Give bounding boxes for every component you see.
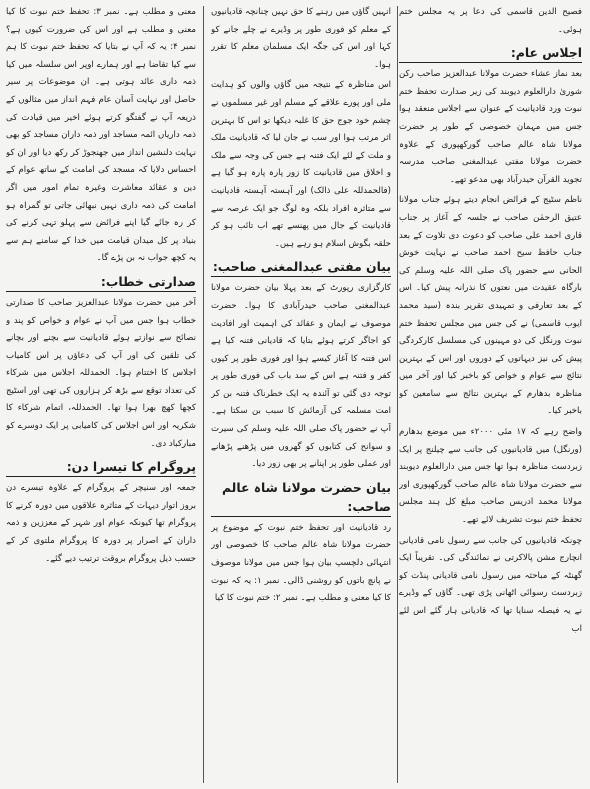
paragraph: چونکہ قادیانیوں کی جانب سے رسول نامی قادیانی انچارج مشن پالاکرتی نے نمائندگی کی۔ تقریباً ایک گھنٹہ کے مباحثہ میں رسول نامی قادیانی پنڈت کو زبردست رسوائی اٹھانی پڑی تھی۔ گاؤں کے وڈیرے نے یہ فیصلہ سنایا تھا کہ قادیانی ہار گئے اس لئے اب [399, 535, 582, 634]
column-middle [211, 4, 391, 785]
paragraph: ناظم سٹیج کے فرائض انجام دیتے ہوئے جناب مولانا عتیق الرحمٰن صاحب نے جلسہ کے آغاز پر جناب قاری احمد علی صاحب کو دعوت دی تلاوت کے بعد جناب حافظ سیح احمد صاحب نے نہایت خوش الحانی سے حضور پاک صلی اللہ علیہ وسلم کی بارگاہ عقیدت میں نعتوں کا نذرانہ پیش کیا۔ اس کے بعد تعارفی و تمہیدی تقریر بندہ (سید محمد ایوب قاسمی) نے کی جس میں مجلس تحفظ ختم نبوت ورنگل کی دو مہینوں کی مسلسل کارکردگی پیش کی نیز دیہاتوں کے دوروں اور اس کے بہترین نتائج سے عوام و خواص کو باخبر کیا اور آخر میں مناظرہ بدھارم کے بہترین نتائج سے سامعین کو باخبر کیا۔ [399, 195, 582, 417]
section-heading: بیان مفتی عبدالمغنی صاحب: [211, 257, 391, 277]
section-heading: صدارتی خطاب: [6, 272, 196, 292]
paragraph: کارگزاری رپورٹ کے بعد پہلا بیان حضرت مولانا عبدالمغنی صاحب حیدرآبادی کا ہوا۔ حضرت موصوف نے ایمان و عقائد کی اہمیت اور افادیت کو اجاگر کرتے ہوئے بتایا کہ قادیانی فتنہ کیا ہے اس فتنہ کا آغاز کیسے ہوا اور فوری طور پر کیوں کفر و فتنہ ہے اس کے سد باب کی فوری طور پر توجہ دی گئی تو آئندہ یہ ایک خطرناک فتنہ بن کر امت مسلمہ کی آزمائش کا سبب بن سکتا ہے۔ آپ نے حضور پاک صلی اللہ علیہ وسلم کی سیرت و سوانح کی کتابوں کو گھروں میں پڑھنے پڑھانے اور عملی طور پر اپنانے پر بھی زور دیا۔ [211, 283, 391, 470]
paragraph: آخر میں حضرت مولانا عبدالعزیز صاحب کا صدارتی خطاب ہوا جس میں آپ نے عوام و خواص کو پند و نصائح سے نوازتے ہوئے قادیانیت سے بچنے اور بچانے کی تلقین کی اور آپ کی دعاؤں پر اس کامیاب اجلاس کا اختتام ہوا۔ الحمدللہ اجلاس میں شرکاء کی تعداد توقع سے بڑھ کر ہزاروں کی تھی اور اسٹیج کچھا کھچ بھرا ہوا تھا۔ الحمدللہ، اتمام شرکاء کا شکریہ اور اس اجلاس کی کامیابی پر ایک دوسرے کو مبارکباد دی۔ [6, 297, 196, 449]
column-right [399, 4, 582, 785]
column-divider [203, 6, 204, 783]
paragraph: واضح رہے کہ ۱۷ مئی ۲۰۰۰ء میں موضع بدھارم (ورنگل) میں قادیانیوں کی جانب سے چیلنج پر ایک زبردست مناظرہ ہوا تھا جس میں دارالعلوم دیوبند سے حضرت مولانا شاہ عالم صاحب گورکھپوری اور مولانا محمد ادریس صاحب مبلغ کل ہند مجلس تحفظ ختم نبوت تشریف لائے تھے۔ [399, 427, 582, 526]
paragraph: اس مناظرہ کے نتیجہ میں گاؤں والوں کو ہدایت ملی اور پورے علاقے کے مسلم اور غیر مسلموں نے چشم خود جوج حق کا غلبہ دیکھا تو اس کا بہترین اثر مرتب ہوا اور سب نے جان لیا کہ قادیانیت ملک و ملت کے لئے ایک فتنہ ہے جس کی وجہ سے ملک و اخلاق میں قادیانیت کا زور پارہ پارہ ہو گیا ہے (فالحمدللہ علی ذالک) اور آہستہ آہستہ قادیانیت سے متاثرہ افراد بلکہ وہ لوگ جو ایک عرصہ سے قادیانیت کے جال میں پھنسے تھے اب تائب ہو کر حلقہ بگوش اسلام ہو رہے ہیں۔ [211, 80, 391, 249]
paragraph: فصیح الدین قاسمی کی دعا پر یہ مجلس ختم ہوئی۔ [399, 7, 582, 35]
column-divider [397, 6, 398, 783]
paragraph: رد قادیانیت اور تحفظ ختم نبوت کے موضوع پر حضرت مولانا شاہ عالم صاحب کا خصوصی اور انتہائی دلچسپ بیان ہوا جس میں مولانا موصوف نے پانچ باتوں کو روشنی ڈالی۔ نمبر ۱: یہ کہ نبوت کا کیا معنی و مطلب ہے۔ نمبر ۲: ختم نبوت کا کیا [211, 522, 391, 604]
paragraph: انہیں گاؤں میں رہنے کا حق نہیں چنانچہ قادیانیوں کے معلم کو فوری طور پر وڈیرے نے چلے جانے کو کہا اور اس کی جگہ ایک مسلمان معلم کا تقرر ہوا۔ [211, 7, 391, 70]
paragraph: معنی و مطلب ہے۔ نمبر ۳: تحفظ ختم نبوت کا کیا معنی و مطلب ہے اور اس کی ضرورت کیوں ہے؟ نمبر ۴: یہ کہ آپ نے بتایا کہ تحفظ ختم نبوت کا ہم سے کیا تقاضا ہے اور ہمارے اوپر اس سلسلہ میں کیا ذمہ داری عائد ہوتی ہے۔ ان موضوعات پر سیر حاصل اور نہایت آسان عام فہم انداز میں مثالوں کے ذریعہ آپ نے گفتگو کرتے ہوئے اخیر میں قیادت کی ذمہ داریاں ائمہ مساجد اور ذمہ داران مساجد کو بھی نہایت دلنشین انداز میں جھنجوڑ کر رکھ دیا اور ان کو احساس دلایا کہ مسجد کی امامت کے ساتھ عوام کے دین و عقائد معاشرت وغیرہ تمام امور میں اگر امامت کی ذمہ داری نہیں نبھائی جاتی تو گمراہ ہو کر رہ جائے گیا اپنے فرائض سے پہلو تہی کرنے کی بنیاد پر کل میدان قیامت میں خدا کے سامنے ہم سے یہ کچھ جواب نہ بن پڑے گا۔ [6, 7, 196, 264]
section-heading: اجلاس عام: [399, 43, 582, 63]
section-heading: بیان حضرت مولانا شاہ عالم صاحب: [211, 478, 391, 517]
column-left [6, 4, 196, 785]
section-heading: پروگرام کا تیسرا دن: [6, 457, 196, 477]
paragraph: بعد نماز عشاء حضرت مولانا عبدالعزیز صاحب رکن شوریٰ دارالعلوم دیوبند کی زیر صدارت تحفظ ختم نبوت ورد قادیانیت کے عنوان سے اجلاس منعقد ہوا جس میں مہمان خصوصی کے طور پر حضرت مولانا شاہ عالم صاحب گورکھپوری کے علاوہ حضرت مولانا مفتی عبدالمغنی صاحب مدرسہ تجوید القرآن حیدرآباد بھی مدعو تھے۔ [399, 69, 582, 185]
paragraph: جمعہ اور سنیچر کے پروگرام کے علاوہ تیسرے دن بروز اتوار دیہات کے متاثرہ علاقوں میں دورہ کرنے کا پروگرام تھا کیونکہ عوام اور شہر کے معززین و ذمہ داران کے اصرار پر دورہ کا پروگرام ملتوی کر کے حسب ذیل پروگرام بروقت ترتیب دیے گئے۔ [6, 483, 196, 564]
